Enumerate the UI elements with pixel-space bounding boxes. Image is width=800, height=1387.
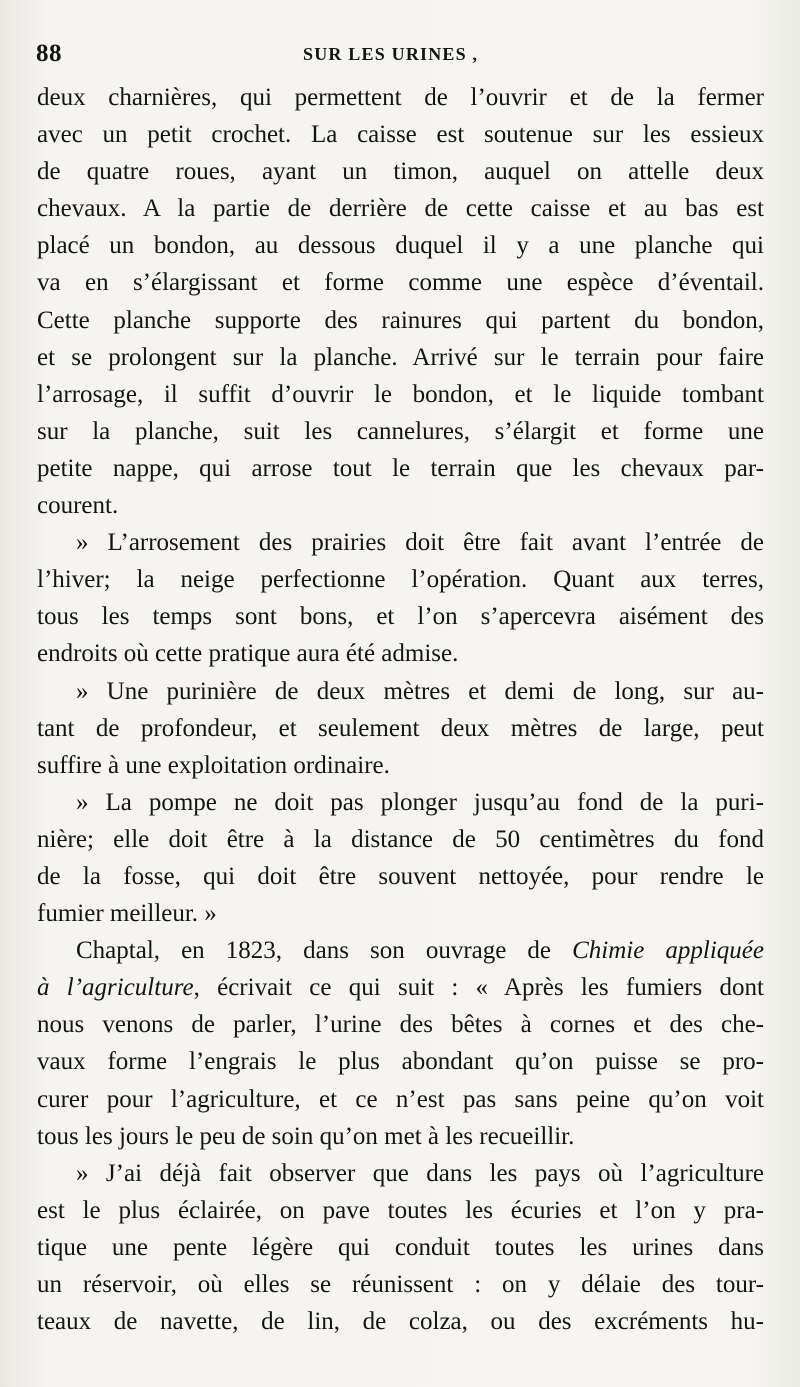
text-line: placé un bondon, au dessous duquel il y a une planche qui [37, 232, 764, 260]
text-line: deux charnières, qui permettent de l’ouvrir et de la fermer [37, 84, 764, 111]
text-line: Cette planche supporte des rainures qui partent du bondon, [37, 306, 764, 334]
italic-text: Chimie appliquée [572, 937, 764, 965]
text-line [37, 932, 764, 969]
line-text: Chaptal, en 1823, dans son ouvrage de [76, 937, 573, 965]
text-line: tous les temps sont bons, et l’on s’apercevra aisément des [37, 603, 764, 631]
text-line: vaux forme l’engrais le plus abondant qu’on puisse se pro- [37, 1048, 764, 1076]
italic-text: à l’agriculture [37, 974, 194, 1002]
line-text: , écrivait ce qui suit : « Après les fumiers dont [193, 974, 764, 1002]
text-line: tique une pente légère qui conduit toutes les urines dans [37, 1233, 764, 1261]
text-line: de la fosse, qui doit être souvent nettoyée, pour rendre le [37, 862, 764, 890]
text-line: » L’arrosement des prairies doit être fait avant l’entrée de [76, 529, 764, 557]
text-line: » La pompe ne doit pas plonger jusqu’au fond de la puri- [76, 788, 764, 816]
text-line: » Une purinière de deux mètres et demi de long, sur au- [76, 677, 764, 705]
text-line: fumier meilleur. » [37, 900, 217, 928]
text-line: teaux de navette, de lin, de colza, ou des excréments hu- [37, 1308, 764, 1336]
text-line: chevaux. A la partie de derrière de cette caisse et au bas est [37, 195, 764, 223]
text-line: et se prolongent sur la planche. Arrivé sur le terrain pour faire [37, 343, 764, 371]
text-line: curer pour l’agriculture, et ce n’est pas sans peine qu’on voit [37, 1085, 764, 1113]
body-text [37, 79, 764, 1340]
running-title: SUR LES URINES , [303, 44, 479, 64]
text-line: nous venons de parler, l’urine des bêtes à cornes et des che- [37, 1011, 764, 1039]
text-line: un réservoir, où elles se réunissent : on y délaie des tour- [37, 1271, 764, 1298]
text-line: courent. [37, 492, 119, 520]
text-line: l’arrosage, il suffit d’ouvrir le bondon, et le liquide tombant [37, 380, 764, 408]
text-line [37, 969, 764, 1006]
text-line: petite nappe, qui arrose tout le terrain que les chevaux par- [37, 454, 764, 482]
text-line: de quatre roues, ayant un timon, auquel on attelle deux [37, 158, 764, 186]
text-line: tant de profondeur, et seulement deux mètres de large, peut [37, 714, 764, 742]
running-head [36, 40, 760, 74]
text-line: va en s’élargissant et forme comme une espèce d’éventail. [37, 269, 764, 297]
page-number: 88 [36, 40, 62, 67]
text-line: » J’ai déjà fait observer que dans les pays où l’agriculture [76, 1159, 764, 1187]
text-line: sur la planche, suit les cannelures, s’élargit et forme une [37, 417, 764, 445]
text-line: avec un petit crochet. La caisse est soutenue sur les essieux [37, 121, 764, 149]
text-line: nière; elle doit être à la distance de 50 centimètres du fond [37, 825, 764, 853]
text-line: suffire à une exploitation ordinaire. [37, 751, 390, 779]
text-line: est le plus éclairée, on pave toutes les écuries et l’on y pra- [37, 1196, 764, 1224]
text-line: endroits où cette pratique aura été admise. [37, 640, 459, 668]
text-line: tous les jours le peu de soin qu’on met à les recueillir. [37, 1122, 575, 1150]
text-line: l’hiver; la neige perfectionne l’opération. Quant aux terres, [37, 566, 764, 594]
